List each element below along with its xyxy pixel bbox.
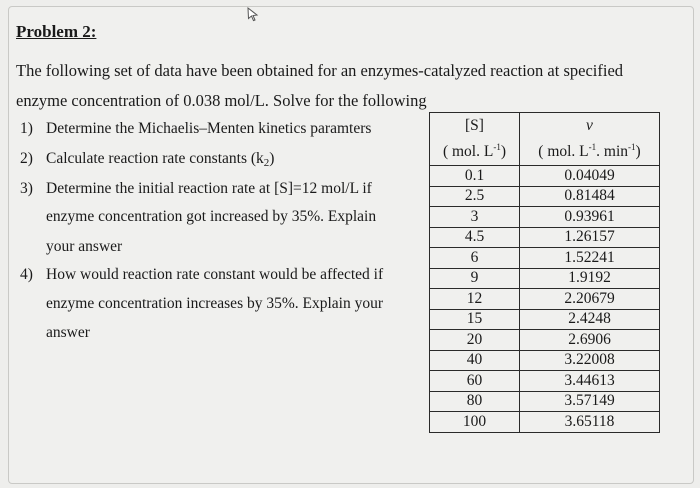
question-3-line-2: enzyme concentration got increased by 35%. Explain [46,208,377,225]
table-row [430,248,660,269]
data-table [429,112,660,433]
s-value: 60 [430,371,520,392]
question-number: 1) [20,120,33,137]
table-row [430,289,660,310]
s-value: 0.1 [430,166,520,187]
v-value: 1.26157 [520,227,660,248]
table-row [430,207,660,228]
table-row [430,227,660,248]
s-value: 9 [430,268,520,289]
table-row [430,309,660,330]
v-value: 0.81484 [520,186,660,207]
col-v-header: v [520,113,660,140]
s-value: 15 [430,309,520,330]
question-number: 4) [20,266,33,283]
table-row [430,391,660,412]
problem-title: Problem 2: [16,22,97,41]
s-value: 2.5 [430,186,520,207]
intro-text: The following set of data have been obtained for an enzymes-catalyzed reaction at specified enzyme concentration of 0.038 mol/L. Solve for the following [16,61,624,110]
question-text-end: ) [269,150,275,167]
table-row [430,350,660,371]
table-row [430,166,660,187]
v-value: 3.57149 [520,391,660,412]
question-1 [20,120,371,138]
table-row [430,330,660,351]
question-4-line-2: enzyme concentration increases by 35%. Explain your [46,295,384,312]
question-text: How would reaction rate constant would be affected if [46,266,384,283]
s-value: 3 [430,207,520,228]
subscript: 2 [263,157,270,169]
v-value: 2.6906 [520,330,660,351]
question-text: Calculate reaction rate constants (k [46,150,264,167]
s-value: 100 [430,412,520,433]
question-3-line-3: your answer [46,238,123,255]
s-value: 40 [430,350,520,371]
question-2 [20,150,274,169]
table-header-row [430,113,660,140]
question-4 [20,266,383,284]
col-v-unit: ( mol. $L^{-1}$. $\min^{-1}$) [520,139,660,166]
v-value: 2.20679 [520,289,660,310]
question-text: Determine the Michaelis–Menten kinetics paramters [46,120,372,137]
col-s-unit: ( mol. $L^{-1}$) [430,139,520,166]
question-3 [20,180,372,198]
s-value: 20 [430,330,520,351]
v-value: 0.04049 [520,166,660,187]
s-value: 6 [430,248,520,269]
s-value: 12 [430,289,520,310]
s-value: 4.5 [430,227,520,248]
table-row [430,268,660,289]
question-number: 3) [20,180,33,197]
v-value: 3.65118 [520,412,660,433]
s-value: 80 [430,391,520,412]
v-value: 3.44613 [520,371,660,392]
table-row [430,371,660,392]
mouse-cursor-icon [246,6,262,22]
question-text: Determine the initial reaction rate at [S]=12 mol/L if [46,180,372,197]
table-unit-row [430,139,660,166]
v-value: 1.9192 [520,268,660,289]
v-value: 3.22008 [520,350,660,371]
question-4-line-3: answer [46,324,90,341]
table-row [430,412,660,433]
question-number: 2) [20,150,33,167]
table-row [430,186,660,207]
v-value: 2.4248 [520,309,660,330]
v-value: 1.52241 [520,248,660,269]
col-s-header: [S] [430,113,520,140]
v-value: 0.93961 [520,207,660,228]
